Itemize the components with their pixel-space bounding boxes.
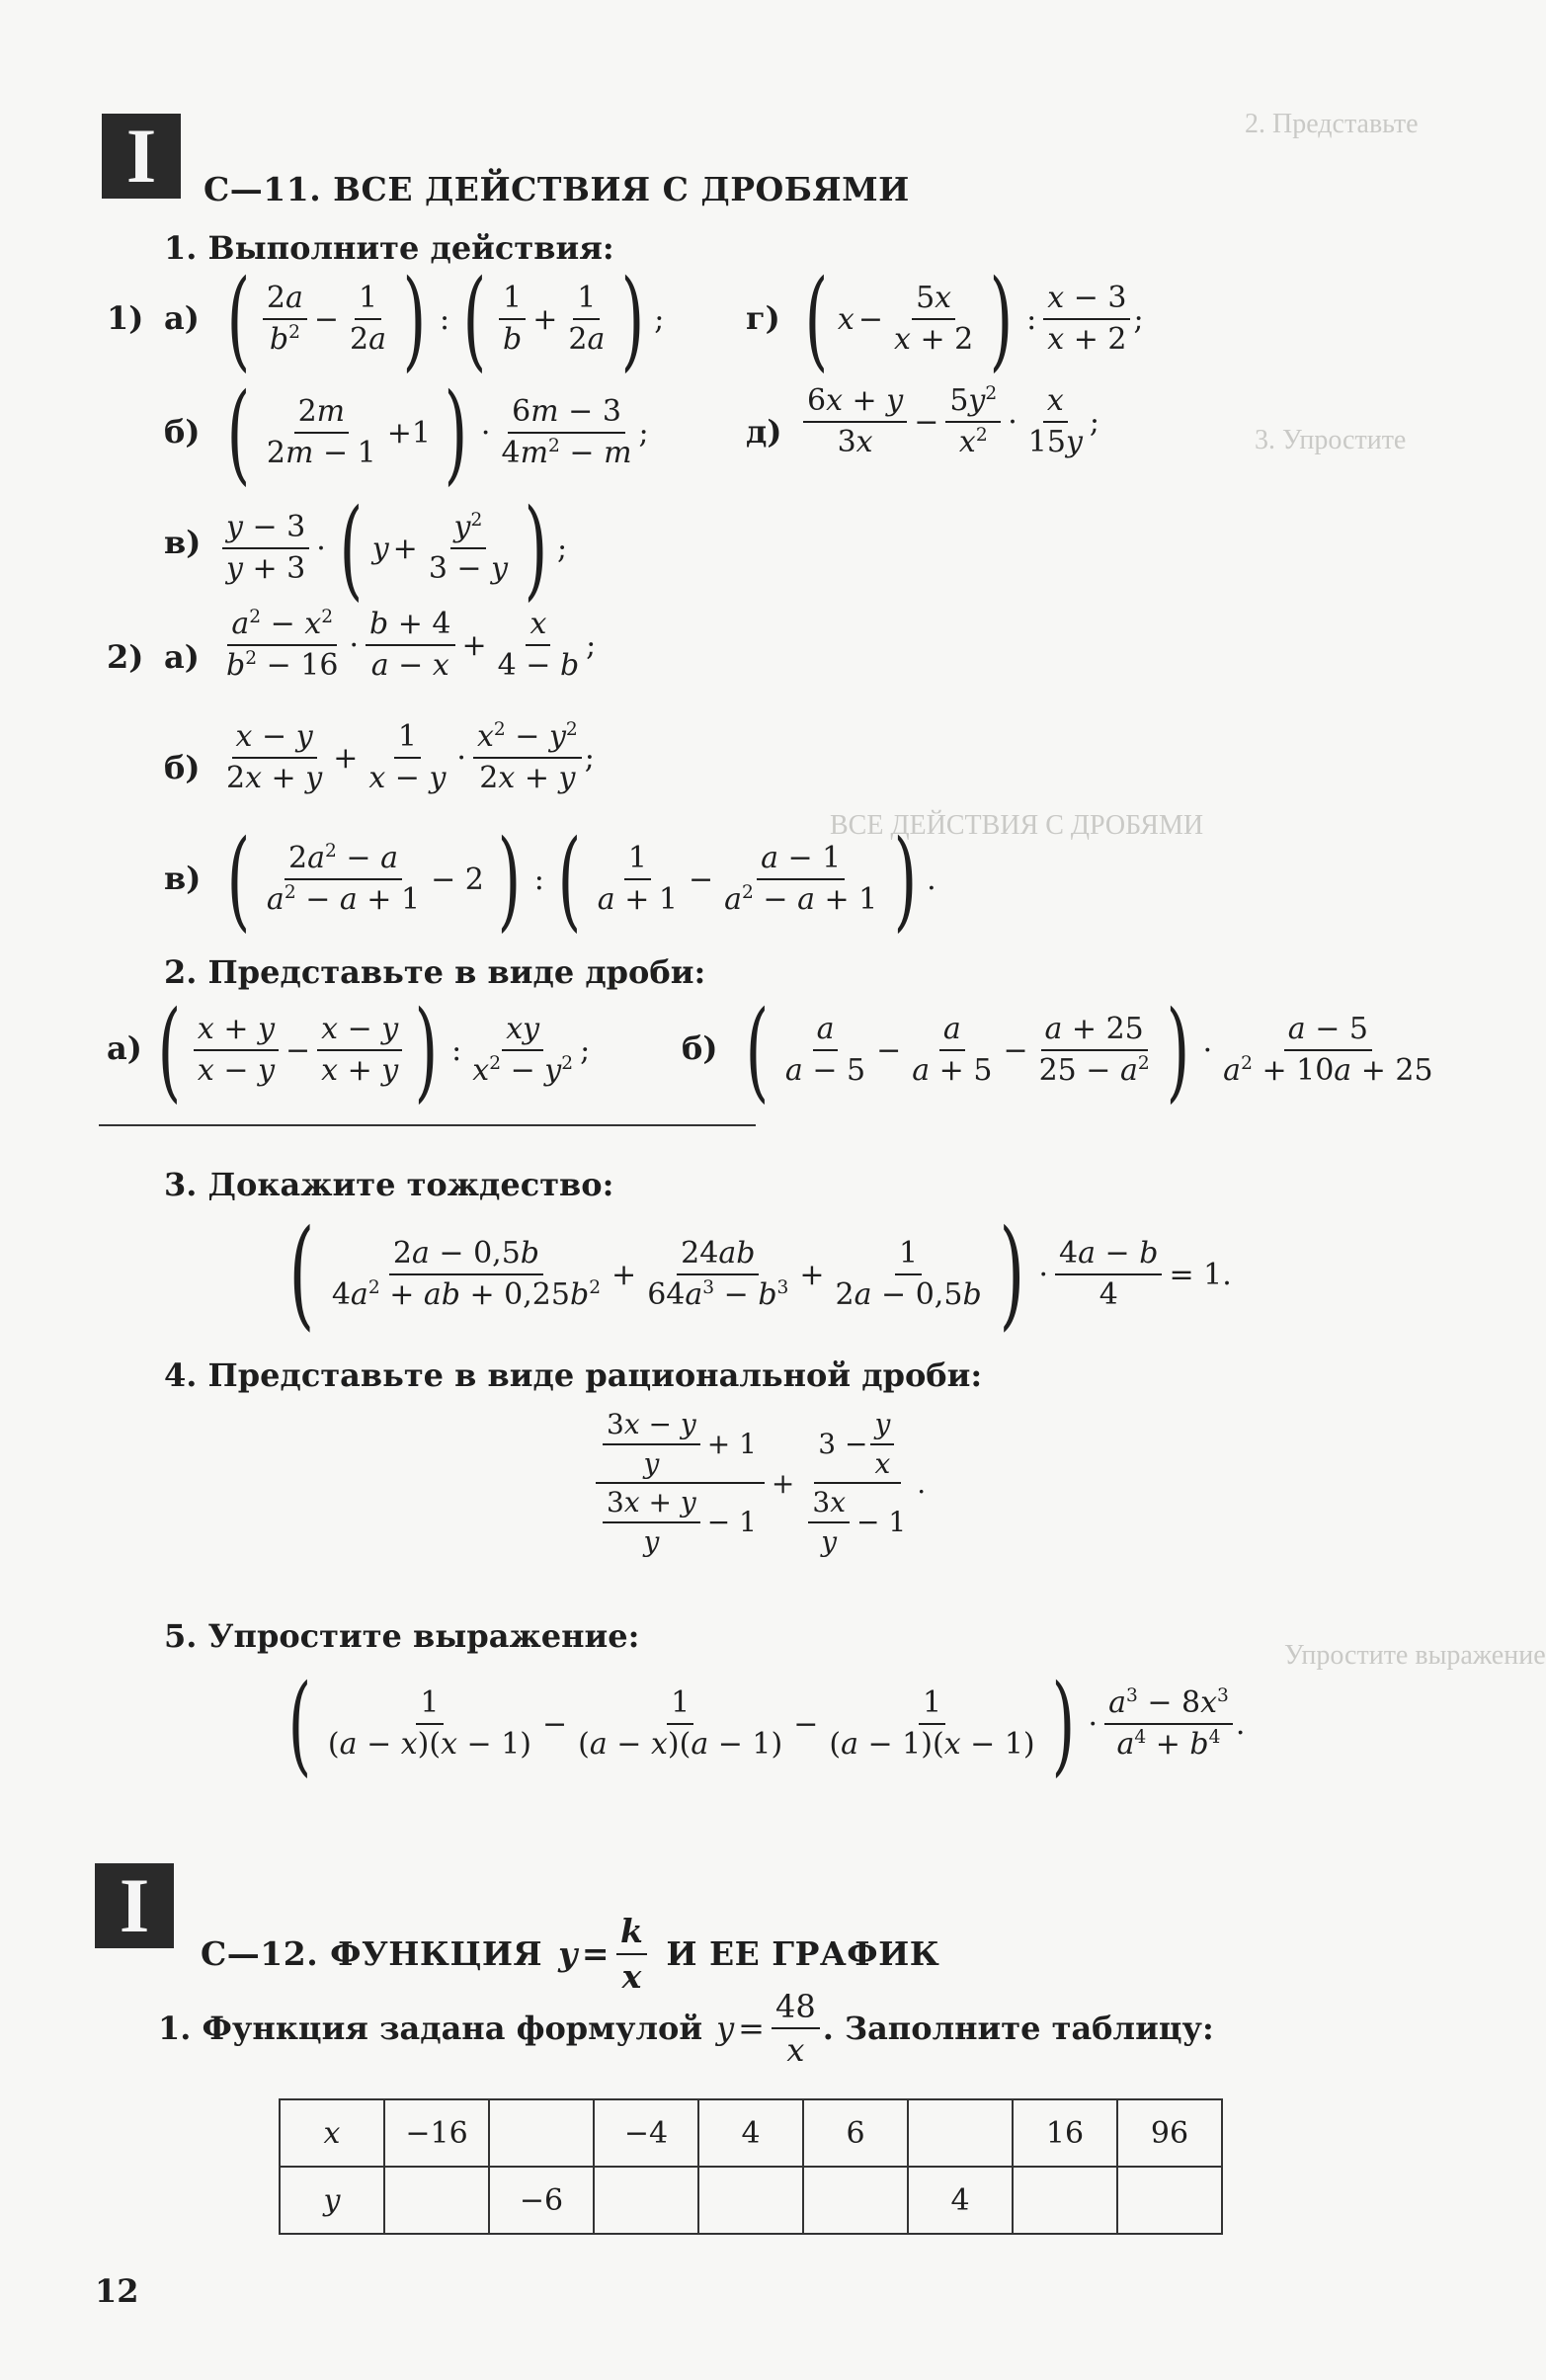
table-cell: x xyxy=(280,2099,384,2167)
part-2-label: 2) xyxy=(107,638,144,676)
task-1-suffix: . Заполните таблицу: xyxy=(822,2010,1214,2048)
task-3-heading: 3. Докажите тождество: xyxy=(164,1166,614,1203)
section-title-prefix: С—12. ФУНКЦИЯ xyxy=(201,1934,543,1974)
section-title xyxy=(201,1912,939,1996)
table-cell: 96 xyxy=(1117,2099,1222,2167)
part-1-label: 1) xyxy=(107,299,144,337)
item-label-v: в) xyxy=(164,524,202,561)
item-label-a: а) xyxy=(164,638,200,676)
expr-task5: ( 1 (a − x)(x − 1) − $\frac{1}{(a - x)(a - 1)}$ − $\frac{1}{(a - 1)(x - 1)}$ ) · $a^3 - 8x^3$ $a^4 + b^4$ . xyxy=(287,1661,1246,1787)
table-cell xyxy=(594,2167,698,2234)
table-cell: 16 xyxy=(1013,2099,1117,2167)
task-5-heading: 5. Упростите выражение: xyxy=(164,1617,640,1655)
section-marker: I xyxy=(102,114,181,199)
item-label-d: д) xyxy=(746,413,782,451)
bleed-through-text: 3. Упростите xyxy=(1255,425,1407,455)
task-2-heading: 2. Представьте в виде дроби: xyxy=(164,953,706,991)
table-cell xyxy=(384,2167,489,2234)
table-cell: 4 xyxy=(698,2099,803,2167)
function-formula: y = $\frac{48}{x}$ xyxy=(716,1988,823,2070)
table-cell xyxy=(1117,2167,1222,2234)
task-4-heading: 4. Представьте в виде рациональной дроби: xyxy=(164,1356,983,1394)
task-1-prefix: 1. Функция задана формулой xyxy=(158,2010,703,2048)
expr-2b: x − y 2x + y + $\frac{1}{x - y}$ · $x^2 - y^2$ 2x + y ; xyxy=(226,719,595,795)
bleed-through-text: Упростите выражение xyxy=(1284,1640,1546,1671)
table-cell xyxy=(803,2167,908,2234)
item-label-g: г) xyxy=(746,299,780,337)
divider-line xyxy=(99,1124,756,1126)
bleed-through-text: ВСЕ ДЕЙСТВИЯ С ДРОБЯМИ xyxy=(830,810,1204,841)
item-label-b: б) xyxy=(164,413,201,451)
expr-2a: $a^2 - x^2$ $b^2 - 16$ · b + 4 a − x + $\frac{x}{4 - b}$ ; xyxy=(226,607,597,683)
expr-2v: ( $2a^2 - a$ $a^2 - a + 1$ − 2 ) : ( 1 a + 1 − $\frac{a - 1}{a^2 - a + 1}$ ) . xyxy=(226,816,936,943)
expr-1d: 6x + y 3x − $\frac{5y^2}{x^2}$ · x 15y ; xyxy=(800,383,1099,460)
item-label-a: а) xyxy=(107,1029,142,1067)
table-row-y xyxy=(280,2167,1222,2234)
expr-task2b: ( a a − 5 − $\frac{a}{a + 5}$ − $\frac{a + 25}{25 - a^2}$ ) · a − 5 $a^2 + 10a + 25$ xyxy=(745,987,1433,1113)
section-title: С—11. ВСЕ ДЕЙСТВИЯ С ДРОБЯМИ xyxy=(203,170,910,208)
table-cell: −16 xyxy=(384,2099,489,2167)
expr-1b: ( 2m 2m − 1 +1 ) · 6m − 3 $4m^2 - m$ ; xyxy=(226,369,649,496)
table-row-x xyxy=(280,2099,1222,2167)
item-label-b: б) xyxy=(682,1029,718,1067)
expr-task4: 3x − y y + 1 3x + y y − 1 + 3 − $\frac{y}{x}$ 3x y − 1 . xyxy=(593,1408,926,1558)
table-cell xyxy=(489,2099,594,2167)
table-cell: −6 xyxy=(489,2167,594,2234)
expr-1v: y − 3 y + 3 · ( y + $\frac{y^2}{3 - y}$ ) ; xyxy=(219,494,567,603)
section-marker: I xyxy=(95,1863,174,1948)
expr-task3: ( 2a − 0,5b $4a^2$ + ab + $0,25b^2$ + $\frac{24ab}{64a^3 - b^3}$ + $\frac{1}{2a - 0,5b}$ ) · $\frac{4a - b}{4}$ = 1. xyxy=(288,1205,1232,1343)
section-title-suffix: И ЕЕ ГРАФИК xyxy=(666,1934,940,1974)
item-label-a: а) xyxy=(164,299,200,337)
bleed-through-text: 2. Представьте xyxy=(1245,109,1419,139)
table-cell xyxy=(1013,2167,1117,2234)
expr-task2a: ( x + y x − y − $\frac{x - y}{x + y}$ ) : xy $x^2 - y^2$ ; xyxy=(157,987,591,1113)
expr-1g: ( x − $\frac{5x}{x + 2}$ ) : x − 3 x + 2 ; xyxy=(804,256,1144,382)
table-cell xyxy=(908,2099,1013,2167)
table-cell: 4 xyxy=(908,2167,1013,2234)
item-label-b: б) xyxy=(164,749,201,786)
table-cell: −4 xyxy=(594,2099,698,2167)
item-label-v: в) xyxy=(164,860,202,897)
table-cell: y xyxy=(280,2167,384,2234)
table-cell xyxy=(698,2167,803,2234)
values-table xyxy=(279,2098,1223,2235)
expr-1a: ( 2a $b^2$ − $\frac{1}{2a}$ ) : ( 1 b + $\frac{1}{2a}$ ) ; xyxy=(226,256,665,382)
title-formula: y = $\frac{k}{x}$ xyxy=(558,1912,650,1996)
table-cell: 6 xyxy=(803,2099,908,2167)
task-1-heading: 1. Выполните действия: xyxy=(164,229,614,267)
task-1-heading xyxy=(158,1988,1214,2070)
page-number: 12 xyxy=(95,2272,139,2310)
